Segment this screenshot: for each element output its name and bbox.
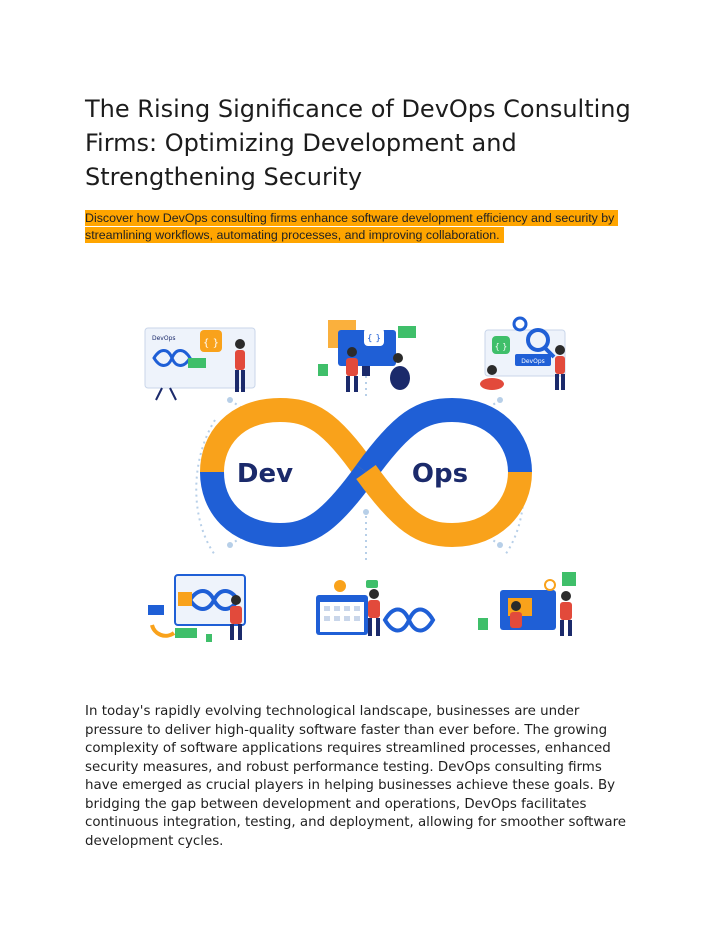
summary-text: Discover how DevOps consulting firms enhance software development efficiency and security by streamlining workflows, automating processes, and improving collaboration. [85,210,618,243]
intro-paragraph: In today's rapidly evolving technological landscape, businesses are under pressure to deliver high-quality software faster than ever before. The growing complexity of software applications requires streamlined processes, enhanced security measures, and robust performance testing. DevOps consulting firms have emerged as crucial players in helping businesses achieve these goals. By bridging the gap between development and operations, DevOps facilitates continuous integration, testing, and deployment, allowing for smoother software development cycles. [85,704,627,849]
ops-label: Ops [411,459,469,489]
badge-devops-right: DevOps [521,358,545,365]
devops-infinity-illustration [130,300,590,650]
puzzle-scene [478,572,576,636]
magnifier-scene [480,318,565,390]
whiteboard-scene [145,328,255,400]
calendar-scene [316,580,433,636]
dev-label: Dev [236,459,294,489]
brackets-icon-left: { } [203,338,219,349]
brackets-icon-center: { } [366,334,382,344]
screen-infinity-scene [148,575,245,642]
brackets-icon-right: { } [494,342,508,351]
summary-highlight [85,210,625,244]
badge-devops-left: DevOps [152,335,176,342]
page-title: The Rising Significance of DevOps Consulting Firms: Optimizing Development and Strengthening Security [85,95,631,191]
monitor-scene [318,320,416,392]
